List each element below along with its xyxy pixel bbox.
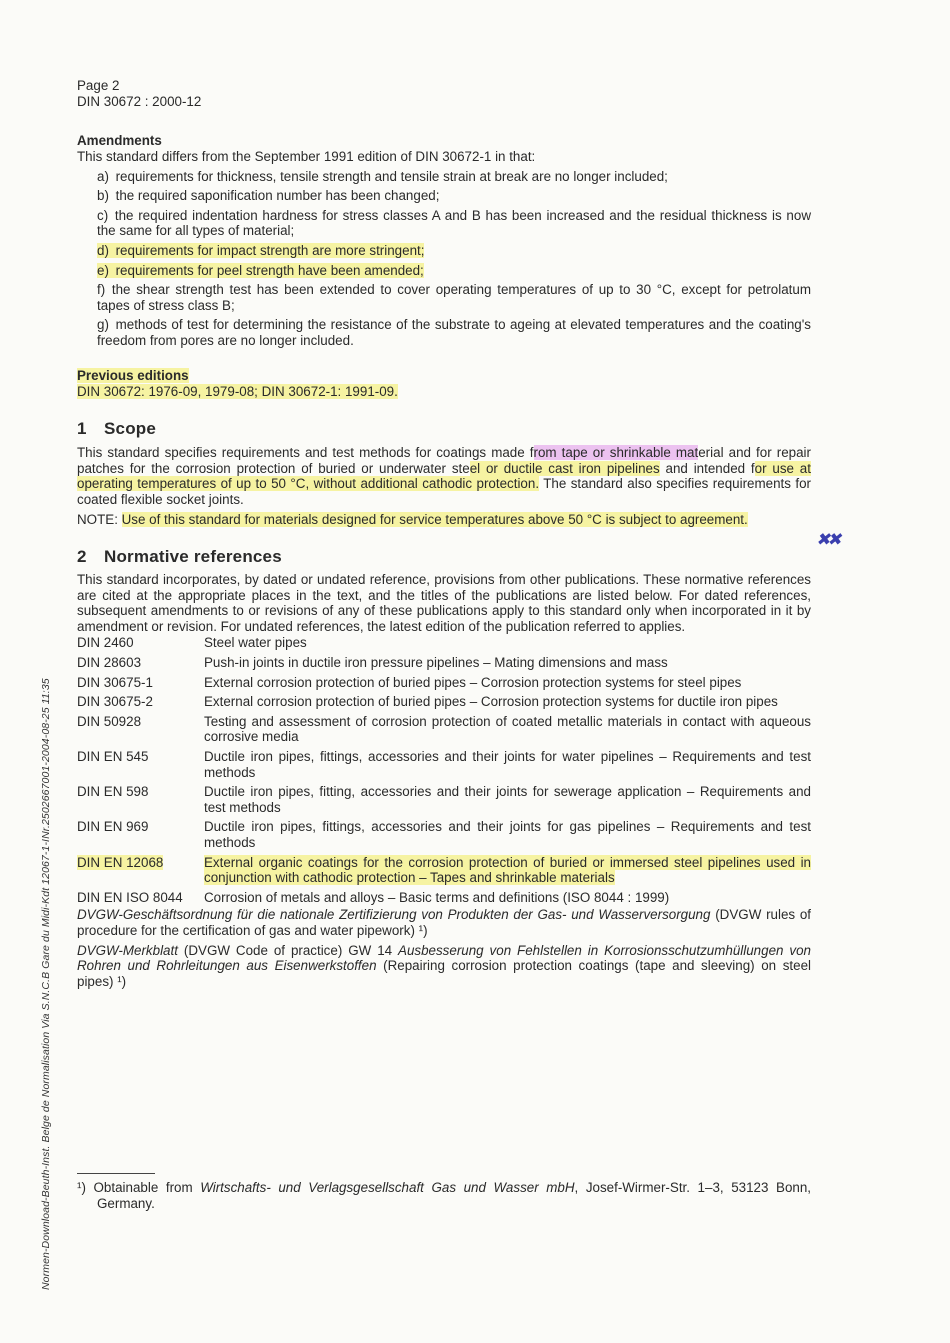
scope-paragraph: This standard specifies requirements and test methods for coatings made from tape or shrinkable material and for repair patches for the corrosion protection of buried or underwater steel or ductile cast iron pipelines and intended for use at operating temperatures of up to 50 °C, without additional cathodic protection. The standard also specifies requirements for coated flexible socket joints. [77,445,811,507]
previous-editions-heading: Previous editions [77,367,189,383]
amendments-list [77,169,811,349]
table-row: DIN 50928 Testing and assessment of corrosion protection of coated metallic materials in contact with aqueous corrosive media [77,713,811,745]
amendment-item: b) the required saponification number has been changed; [97,188,440,204]
table-row: DIN EN 969 Ductile iron pipes, fittings, accessories and their joints for gas pipelines – Requirements and test methods [77,819,811,850]
download-stamp: Normen-Download-Beuth-Inst. Belge de Normalisation Via S.N.C.B Gare du Midi-Kdt 12067-1-INr.2502667001-2004-08-25 11:35 [40,678,52,1290]
document-id: DIN 30672 : 2000-12 [77,93,202,109]
amendment-item: c) the required indentation hardness for stress classes A and B has been increased and the residual thickness is now the same for all types of material; [97,207,811,239]
normative-intro: This standard incorporates, by dated or undated reference, provisions from other publications. These normative references are cited at the appropriate places in the text, and the titles of the publications are listed below. For dated references, subsequent amendments to or revisions of any of these publications apply to this standard only when incorporated in it by amendment or revision. For undated references, the latest edition of the publication referred to applies. [77,572,811,634]
table-row: DIN EN 598 Ductile iron pipes, fitting, accessories and their joints for sewerage application – Requirements and test methods [77,784,811,815]
table-row: DIN 30675-1 External corrosion protection of buried pipes – Corrosion protection systems for steel pipes [77,674,742,690]
dvgw-code-reference: DVGW-Merkblatt (DVGW Code of practice) GW 14 Ausbesserung von Fehlstellen in Korrosionsschutzumhüllungen von Rohren und Rohrleitungen aus Eisenwerkstoffen (Repairing corrosion protection coatings (tape and sleeving) on steel pipes) ¹) [77,942,811,989]
amendment-item: e) requirements for peel strength have been amended; [97,262,424,278]
handwritten-mark: ✖✖ [816,530,839,549]
amendment-item: f) the shear strength test has been extended to cover operating temperatures of up to 30 °C, except for petrolatum tapes of stress class B; [97,282,811,313]
table-row: DIN EN 12068 External organic coatings for the corrosion protection of buried or immersed steel pipelines used in conjunction with cathodic protection – Tapes and shrinkable materials [77,854,811,886]
amendments-intro: This standard differs from the September 1991 edition of DIN 30672-1 in that: [77,149,536,164]
amendment-item: d) requirements for impact strength are more stringent; [97,242,425,258]
amendment-item: g) methods of test for determining the resistance of the substrate to ageing at elevated temperatures and the coating's freedom from pores are no longer included. [97,317,811,348]
table-row: DIN 30675-2 External corrosion protection of buried pipes – Corrosion protection systems for ductile iron pipes [77,694,778,710]
footnote: ¹) Obtainable from Wirtschafts- und Verlagsgesellschaft Gas und Wasser mbH, Josef-Wirmer-Str. 1–3, 53123 Bonn, Germany. [77,1173,811,1211]
scope-note: NOTE: Use of this standard for materials designed for service temperatures above 50 °C is subject to agreement. [77,511,748,527]
amendments-heading: Amendments [77,133,162,148]
previous-editions-text: DIN 30672: 1976-09, 1979-08; DIN 30672-1: 1991-09. [77,383,398,399]
table-row: DIN 28603 Push-in joints in ductile iron pressure pipelines – Mating dimensions and mass [77,655,668,671]
amendment-item: a) requirements for thickness, tensile strength and tensile strain at break are no longer included; [97,168,668,184]
dvgw-rules-reference: DVGW-Geschäftsordnung für die nationale Zertifizierung von Produkten der Gas- und Wasserversorgung (DVGW rules of procedure for the certification of gas and water pipework) ¹) [77,907,812,938]
footnote-rule [77,1173,155,1174]
page-header [77,78,811,109]
page-number: Page 2 [77,78,120,93]
table-row: DIN EN 545 Ductile iron pipes, fittings, accessories and their joints for water pipelines – Requirements and test methods [77,749,811,780]
footnote-mark: ¹) [77,1180,86,1195]
table-row: DIN EN ISO 8044 Corrosion of metals and alloys – Basic terms and definitions (ISO 8044 : 1999) [77,889,670,905]
table-row: DIN 2460 Steel water pipes [77,635,307,651]
normative-references-heading: 2 Normative references [77,547,282,567]
document-page [77,78,811,989]
scope-heading: 1 Scope [77,419,157,439]
references-table [77,635,811,909]
